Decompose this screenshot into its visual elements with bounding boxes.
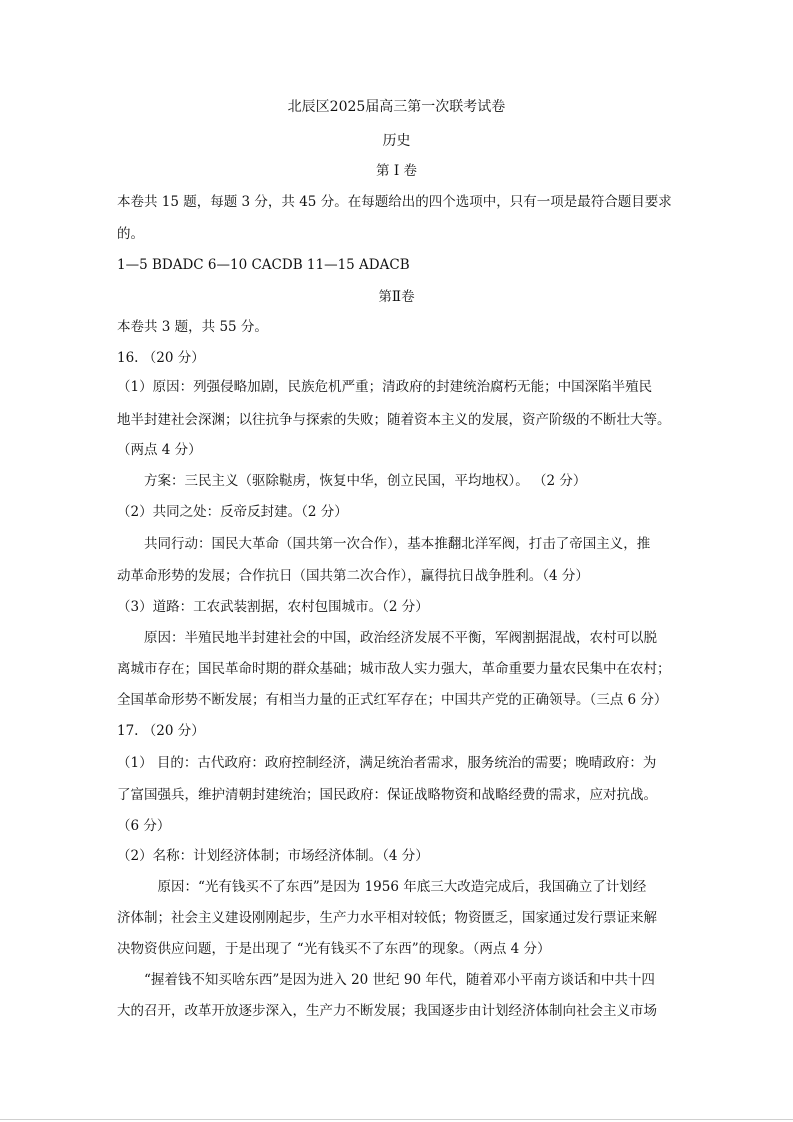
answer-line: （6 分）	[117, 818, 171, 834]
section-1-heading: 第 I 卷	[376, 163, 417, 179]
answer-line: 原因：“光有钱买不了东西”是因为 1956 年底三大改造完成后，我国确立了计划经	[117, 879, 647, 895]
answer-line: （2）共同之处：反帝反封建。（2 分）	[117, 504, 348, 520]
part1-intro-line: 的。	[117, 226, 144, 242]
question-16-header: 16. （20 分）	[117, 350, 205, 366]
part1-intro-line: 本卷共 15 题，每题 3 分，共 45 分。在每题给出的四个选项中，只有一项是最符合题目要求	[117, 194, 672, 210]
answer-line: 了富国强兵，维护清朝封建统治；国民政府：保证战略物资和战略经费的需求，应对抗战。	[117, 787, 657, 803]
answer-line: 方案：三民主义（驱除鞑虏，恢复中华，创立民国，平均地权）。 （2 分）	[117, 473, 587, 489]
answer-line: “握着钱不知买啥东西”是因为进入 20 世纪 90 年代，随着邓小平南方谈话和中共十四	[117, 972, 655, 988]
answer-line: 大的召开，改革开放逐步深入，生产力不断发展；我国逐步由计划经济体制向社会主义市场	[117, 1003, 657, 1019]
answer-line: 地半封建社会深渊；以往抗争与探索的失败；随着资本主义的发展，资产阶级的不断壮大等。	[117, 412, 671, 428]
multiple-choice-answers: 1—5 BDADC 6—10 CACDB 11—15 ADACB	[117, 257, 410, 273]
answer-line: （两点 4 分）	[117, 442, 202, 458]
answer-line: 离城市存在；国民革命时期的群众基础；城市敌人实力强大，革命重要力量农民集中在农村；	[117, 661, 671, 677]
subject-title: 历史	[382, 133, 411, 149]
section-2-heading: 第Ⅱ卷	[378, 289, 415, 305]
answer-line: 动革命形势的发展；合作抗日（国共第二次合作），赢得抗日战争胜利。（4 分）	[117, 568, 589, 584]
answer-line: 决物资供应问题，于是出现了 “光有钱买不了东西”的现象。（两点 4 分）	[117, 941, 551, 957]
exam-title: 北辰区2025届高三第一次联考试卷	[287, 99, 506, 115]
question-17-header: 17. （20 分）	[117, 723, 205, 739]
answer-line: （2）名称：计划经济体制；市场经济体制。（4 分）	[117, 848, 429, 864]
answer-line: （3）道路：工农武装割据，农村包围城市。（2 分）	[117, 599, 429, 615]
answer-line: （1）原因：列强侵略加剧，民族危机严重；清政府的封建统治腐朽无能；中国深陷半殖民	[117, 379, 653, 395]
answer-line: 共同行动：国民大革命（国共第一次合作），基本推翻北洋军阀，打击了帝国主义，推	[117, 536, 651, 552]
answer-line: 全国革命形势不断发展；有相当力量的正式红军存在；中国共产党的正确领导。（三点 6 分）	[117, 692, 668, 708]
answer-line: 原因：半殖民地半封建社会的中国，政治经济发展不平衡，军阀割据混战，农村可以脱	[117, 630, 657, 646]
answer-line: （1） 目的：古代政府：政府控制经济，满足统治者需求，服务统治的需要；晚晴政府：为	[117, 755, 657, 771]
page-bottom-rule	[0, 1119, 793, 1120]
answer-line: 济体制；社会主义建设刚刚起步，生产力水平相对较低；物资匮乏，国家通过发行票证来解	[117, 910, 657, 926]
part2-intro: 本卷共 3 题，共 55 分。	[117, 319, 268, 335]
